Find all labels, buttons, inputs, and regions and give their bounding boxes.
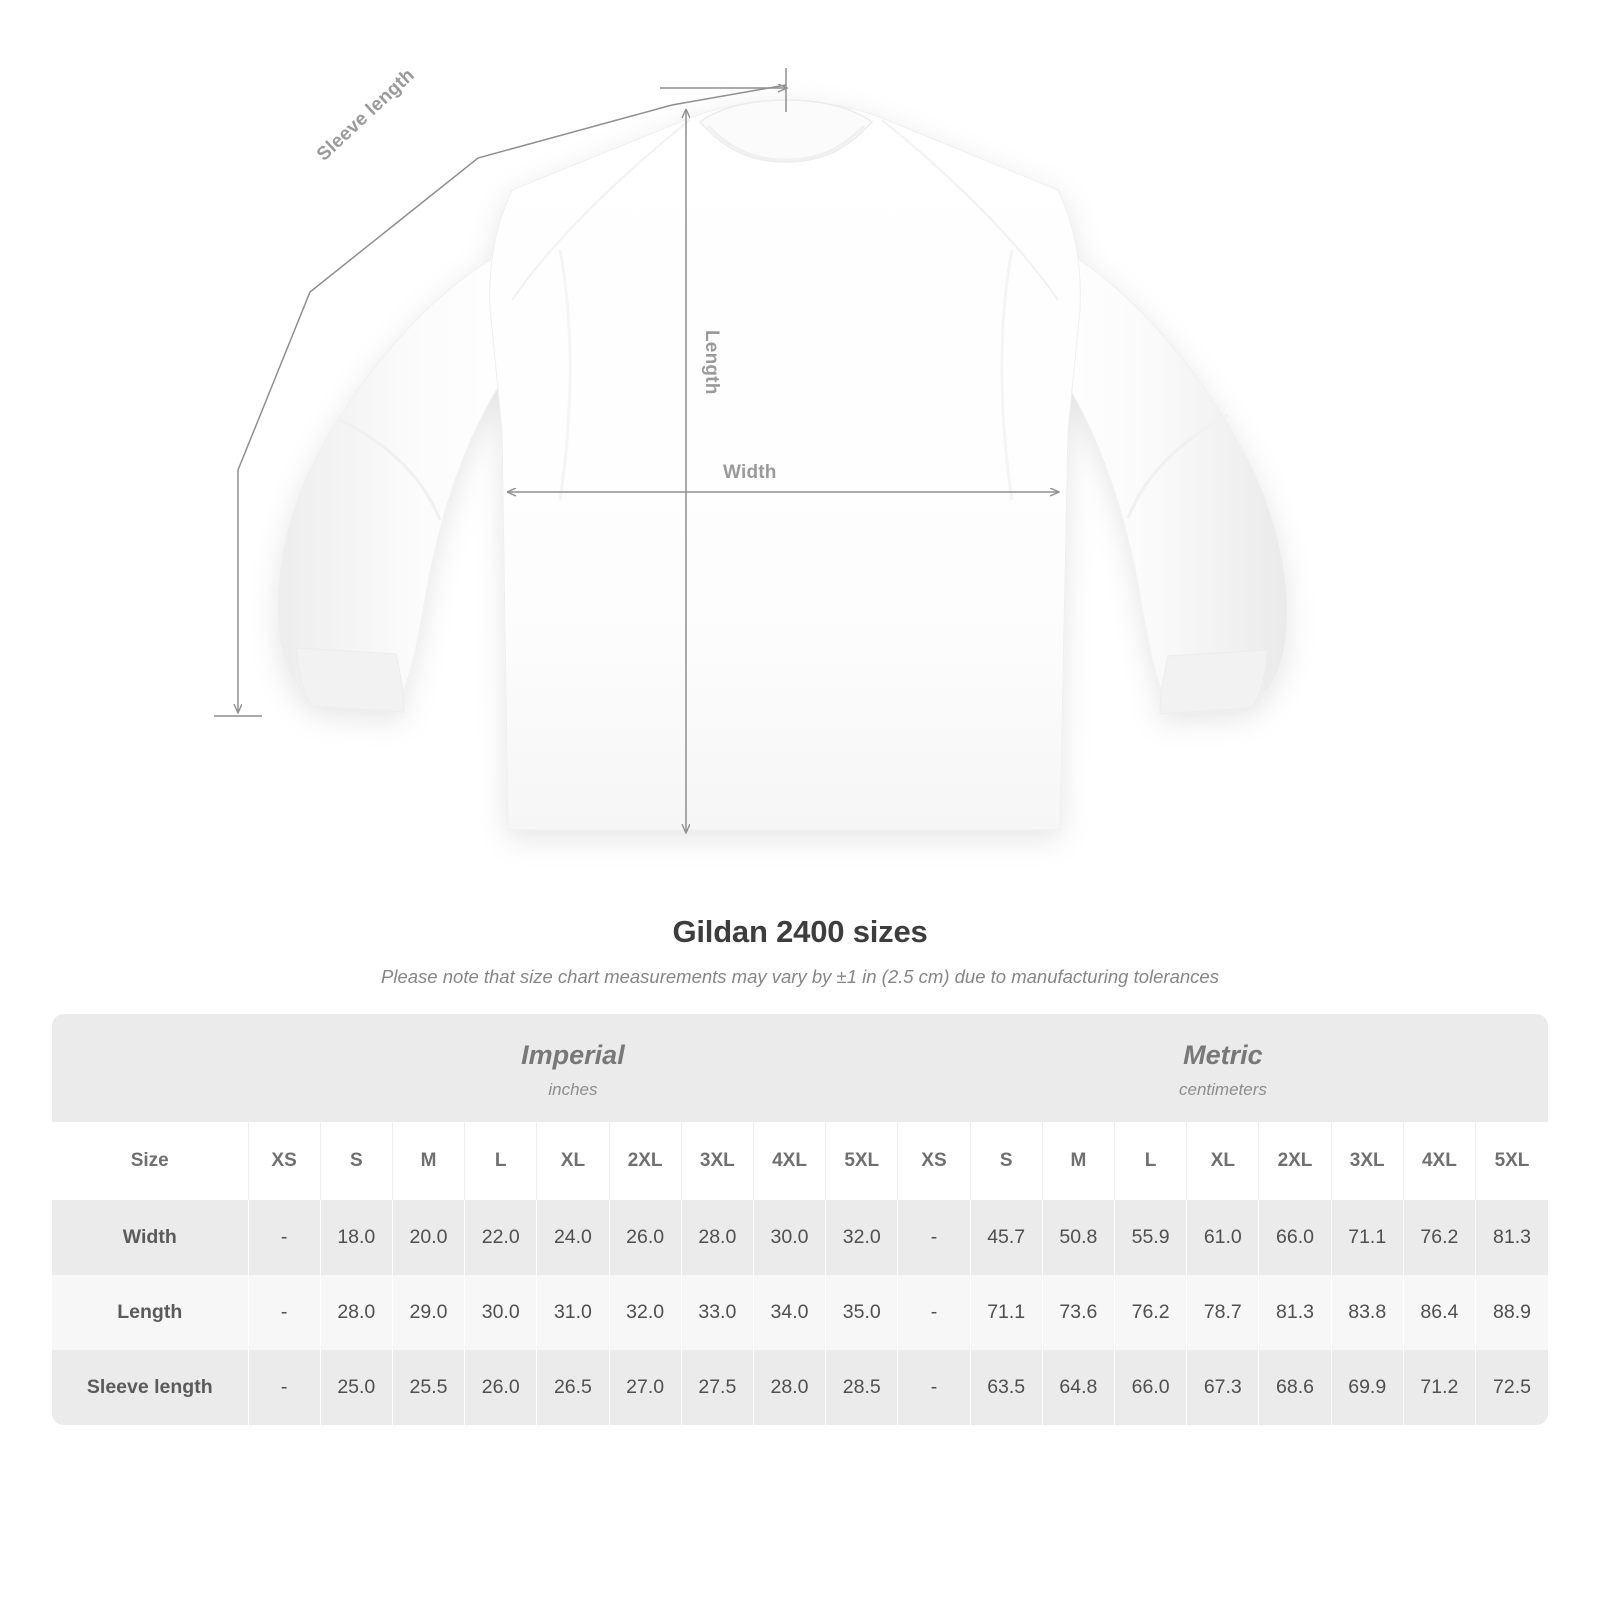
cell-sleeve-imperial-xs: - — [248, 1350, 320, 1425]
cell-sleeve-imperial-l: 26.0 — [465, 1350, 537, 1425]
measurement-tolerance-note: Please note that size chart measurements may vary by ±1 in (2.5 cm) due to manufacturing tolerances — [381, 966, 1219, 987]
column-header-imperial-s: S — [320, 1122, 392, 1200]
column-header-metric-3xl: 3XL — [1331, 1122, 1403, 1200]
cell-length-imperial-5xl: 35.0 — [826, 1275, 898, 1350]
cell-length-metric-xs: - — [898, 1275, 970, 1350]
cell-length-imperial-2xl: 32.0 — [609, 1275, 681, 1350]
cell-sleeve-metric-3xl: 69.9 — [1331, 1350, 1403, 1425]
cell-length-imperial-s: 28.0 — [320, 1275, 392, 1350]
cell-length-metric-l: 76.2 — [1114, 1275, 1186, 1350]
cell-length-metric-m: 73.6 — [1042, 1275, 1114, 1350]
cell-length-metric-4xl: 86.4 — [1403, 1275, 1475, 1350]
column-header-metric-xl: XL — [1187, 1122, 1259, 1200]
column-header-metric-2xl: 2XL — [1259, 1122, 1331, 1200]
cell-width-metric-xl: 61.0 — [1187, 1200, 1259, 1275]
column-header-imperial-4xl: 4XL — [753, 1122, 825, 1200]
cell-width-metric-2xl: 66.0 — [1259, 1200, 1331, 1275]
width-label: Width — [723, 462, 777, 483]
cell-length-imperial-xs: - — [248, 1275, 320, 1350]
cell-width-metric-m: 50.8 — [1042, 1200, 1114, 1275]
unit-imperial-sub: inches — [548, 1080, 598, 1099]
column-header-imperial-l: L — [465, 1122, 537, 1200]
cell-sleeve-imperial-m: 25.5 — [392, 1350, 464, 1425]
cell-sleeve-imperial-2xl: 27.0 — [609, 1350, 681, 1425]
cell-width-imperial-l: 22.0 — [465, 1200, 537, 1275]
row-label-length: Length — [52, 1275, 248, 1350]
unit-header-row — [52, 1014, 1548, 1122]
column-header-metric-l: L — [1114, 1122, 1186, 1200]
unit-imperial-cell — [248, 1014, 898, 1122]
cell-sleeve-imperial-3xl: 27.5 — [681, 1350, 753, 1425]
cell-length-metric-2xl: 81.3 — [1259, 1275, 1331, 1350]
cell-length-imperial-m: 29.0 — [392, 1275, 464, 1350]
size-chart-table-wrapper — [52, 1014, 1548, 1425]
cell-width-imperial-xs: - — [248, 1200, 320, 1275]
unit-metric-cell — [898, 1014, 1548, 1122]
title-block — [0, 914, 1600, 988]
cell-length-metric-s: 71.1 — [970, 1275, 1042, 1350]
cell-sleeve-metric-xl: 67.3 — [1187, 1350, 1259, 1425]
length-label: Length — [701, 330, 722, 395]
column-header-metric-4xl: 4XL — [1403, 1122, 1475, 1200]
cell-length-imperial-xl: 31.0 — [537, 1275, 609, 1350]
unit-imperial-name: Imperial — [521, 1040, 625, 1070]
size-chart-table — [52, 1014, 1548, 1425]
column-header-imperial-m: M — [392, 1122, 464, 1200]
cell-sleeve-imperial-s: 25.0 — [320, 1350, 392, 1425]
cell-sleeve-metric-m: 64.8 — [1042, 1350, 1114, 1425]
cell-sleeve-metric-5xl: 72.5 — [1476, 1350, 1549, 1425]
cell-width-imperial-3xl: 28.0 — [681, 1200, 753, 1275]
column-header-size: Size — [52, 1122, 248, 1200]
cell-width-metric-4xl: 76.2 — [1403, 1200, 1475, 1275]
cell-length-metric-3xl: 83.8 — [1331, 1275, 1403, 1350]
cell-sleeve-metric-l: 66.0 — [1114, 1350, 1186, 1425]
column-header-metric-5xl: 5XL — [1476, 1122, 1549, 1200]
cell-width-imperial-xl: 24.0 — [537, 1200, 609, 1275]
cell-sleeve-imperial-4xl: 28.0 — [753, 1350, 825, 1425]
cell-sleeve-metric-2xl: 68.6 — [1259, 1350, 1331, 1425]
cell-width-metric-s: 45.7 — [970, 1200, 1042, 1275]
cell-width-imperial-m: 20.0 — [392, 1200, 464, 1275]
cell-sleeve-metric-s: 63.5 — [970, 1350, 1042, 1425]
table-row — [52, 1200, 1548, 1275]
cell-length-metric-5xl: 88.9 — [1476, 1275, 1549, 1350]
cell-sleeve-metric-xs: - — [898, 1350, 970, 1425]
column-header-metric-s: S — [970, 1122, 1042, 1200]
cell-sleeve-metric-4xl: 71.2 — [1403, 1350, 1475, 1425]
cell-length-imperial-3xl: 33.0 — [681, 1275, 753, 1350]
row-label-sleeve-length: Sleeve length — [52, 1350, 248, 1425]
page-title: Gildan 2400 sizes — [672, 914, 928, 949]
cell-width-imperial-5xl: 32.0 — [826, 1200, 898, 1275]
table-row — [52, 1350, 1548, 1425]
unit-metric-sub: centimeters — [1179, 1080, 1267, 1099]
column-header-imperial-3xl: 3XL — [681, 1122, 753, 1200]
row-label-width: Width — [52, 1200, 248, 1275]
column-header-imperial-2xl: 2XL — [609, 1122, 681, 1200]
table-row — [52, 1275, 1548, 1350]
column-header-imperial-5xl: 5XL — [826, 1122, 898, 1200]
unit-metric-name: Metric — [1183, 1040, 1263, 1070]
cell-width-metric-3xl: 71.1 — [1331, 1200, 1403, 1275]
cell-length-metric-xl: 78.7 — [1187, 1275, 1259, 1350]
cell-width-metric-5xl: 81.3 — [1476, 1200, 1549, 1275]
cell-sleeve-imperial-xl: 26.5 — [537, 1350, 609, 1425]
cell-sleeve-imperial-5xl: 28.5 — [826, 1350, 898, 1425]
cell-width-imperial-s: 18.0 — [320, 1200, 392, 1275]
column-header-metric-xs: XS — [898, 1122, 970, 1200]
cell-width-imperial-4xl: 30.0 — [753, 1200, 825, 1275]
size-header-row — [52, 1122, 1548, 1200]
cell-width-metric-l: 55.9 — [1114, 1200, 1186, 1275]
column-header-imperial-xs: XS — [248, 1122, 320, 1200]
cell-length-imperial-4xl: 34.0 — [753, 1275, 825, 1350]
column-header-metric-m: M — [1042, 1122, 1114, 1200]
cell-length-imperial-l: 30.0 — [465, 1275, 537, 1350]
unit-spacer-cell — [52, 1014, 248, 1122]
column-header-imperial-xl: XL — [537, 1122, 609, 1200]
cell-width-metric-xs: - — [898, 1200, 970, 1275]
sleeve-length-label: Sleeve length — [313, 64, 419, 166]
cell-width-imperial-2xl: 26.0 — [609, 1200, 681, 1275]
